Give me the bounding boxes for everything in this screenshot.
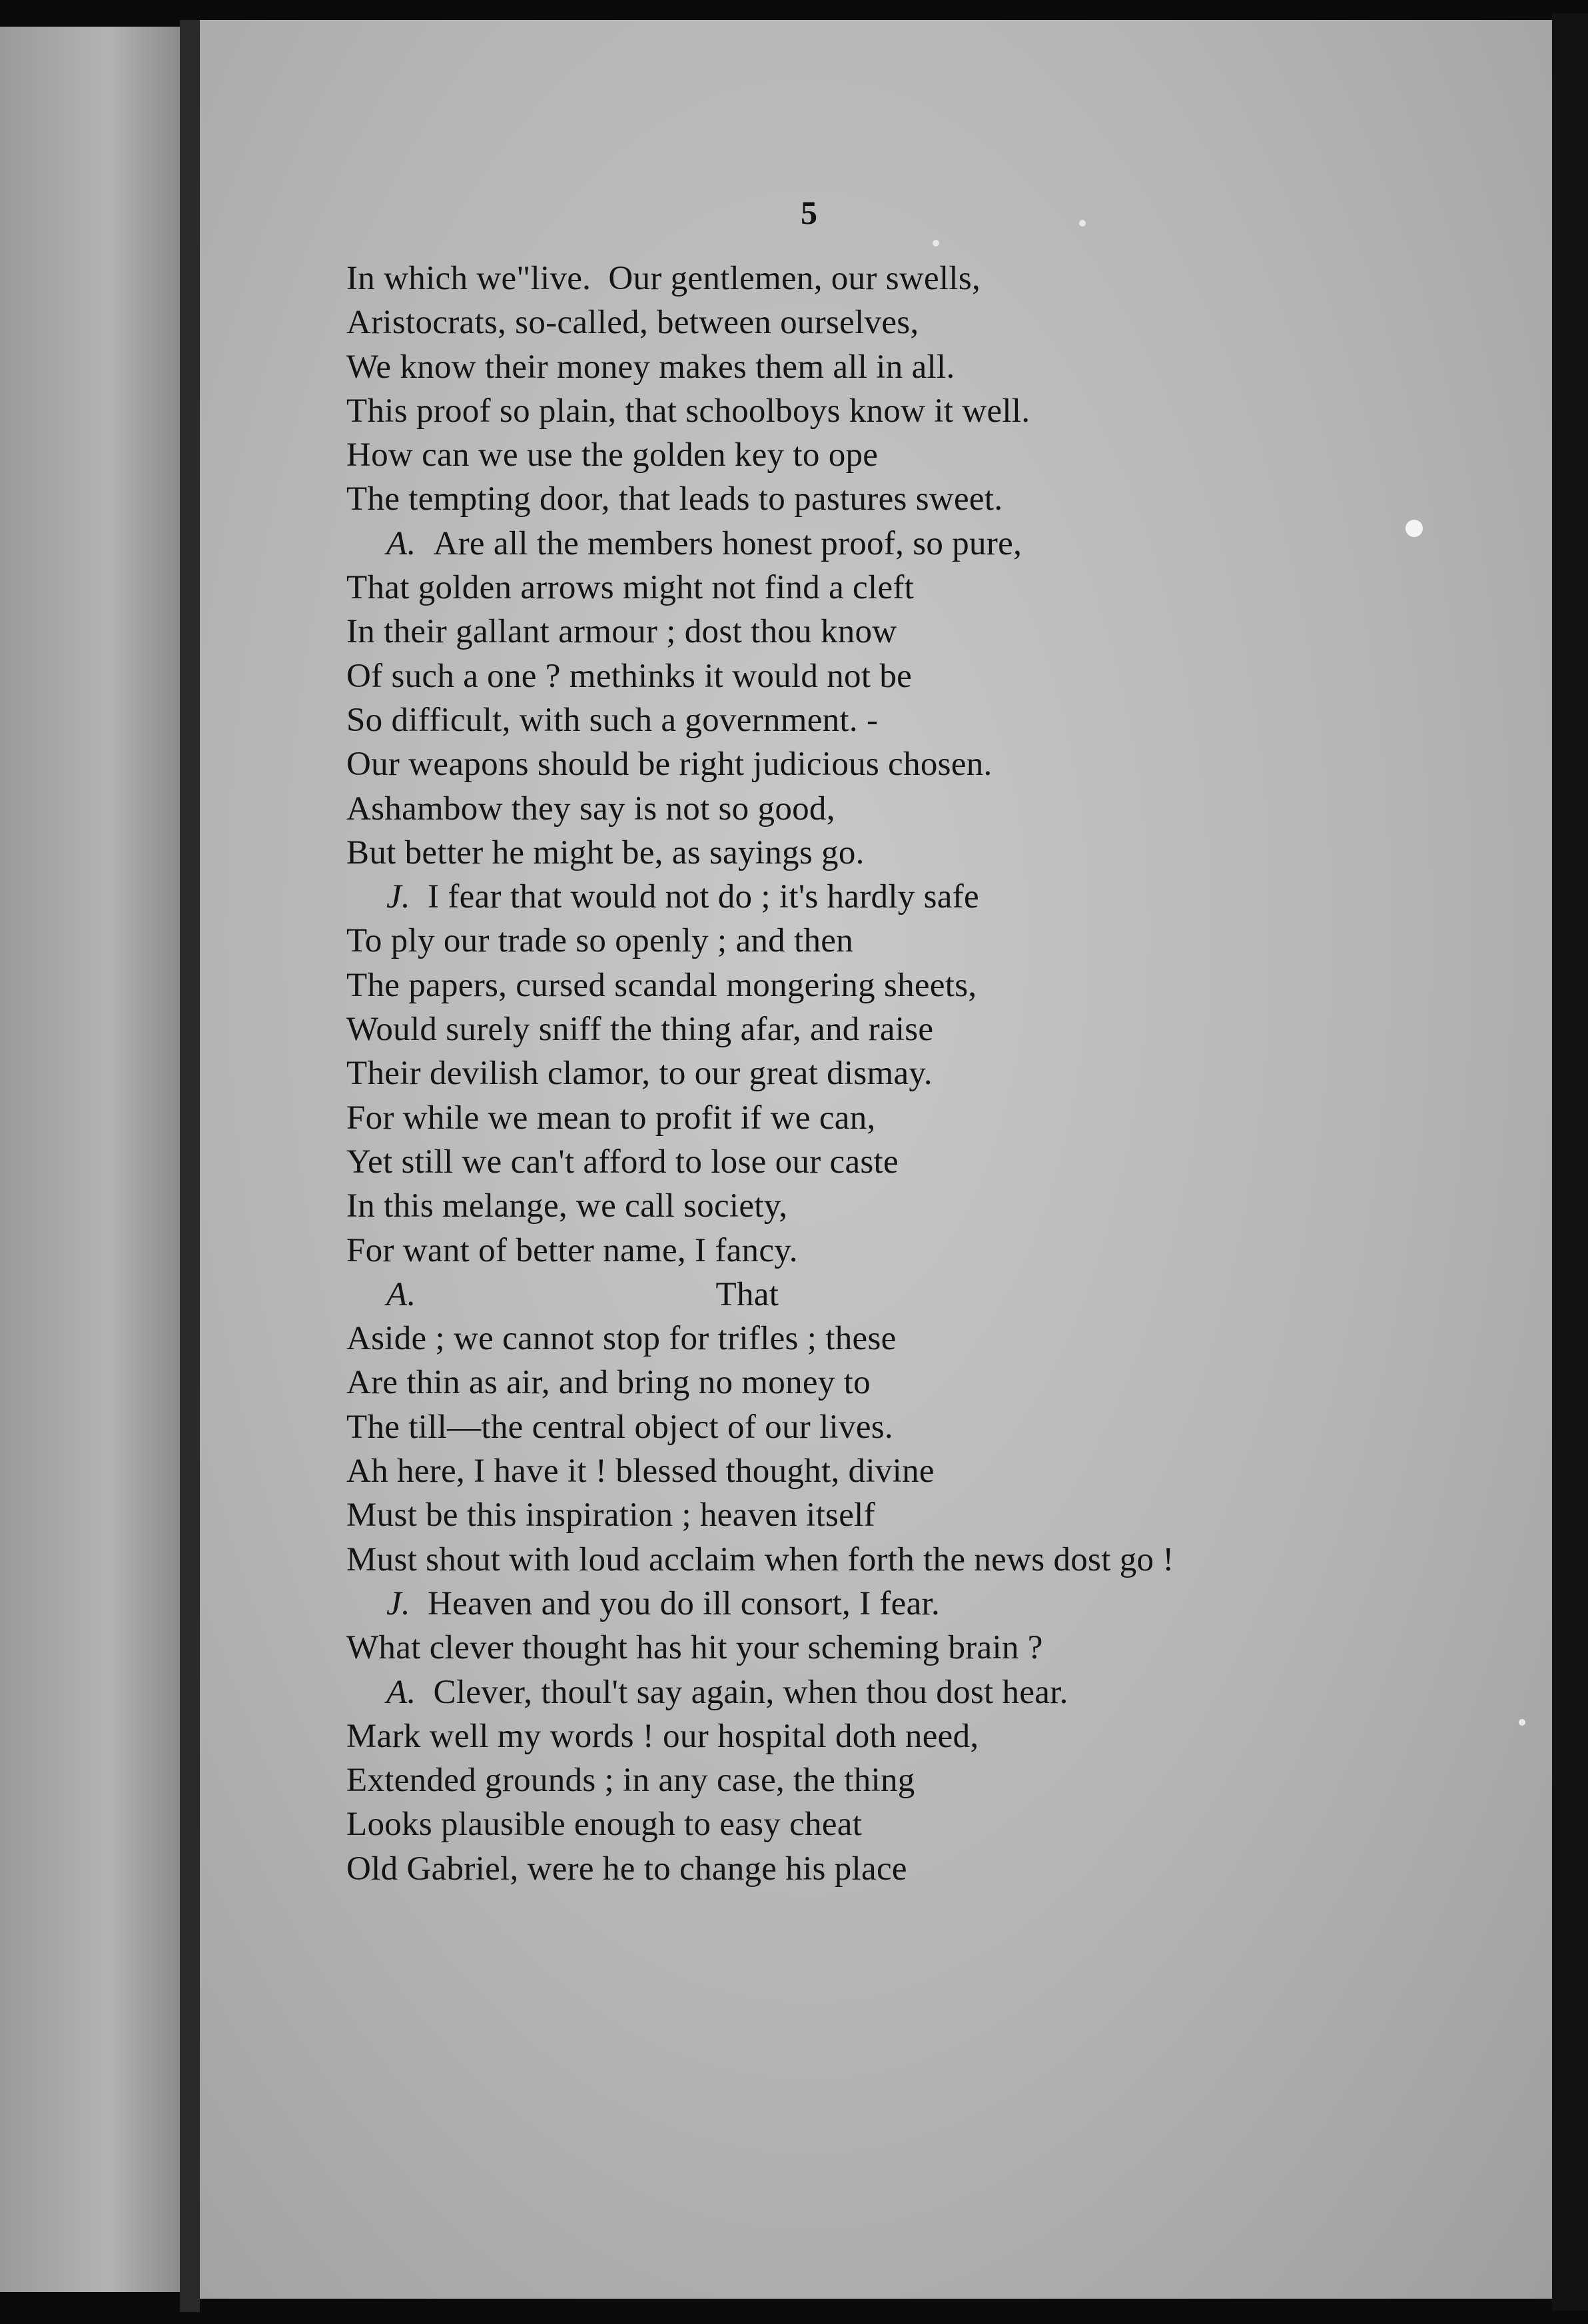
text-line [346, 1405, 1386, 1449]
page-number: 5 [801, 194, 817, 231]
line-text: Of such a one ? methinks it would not be [346, 657, 913, 695]
scan-border [1552, 13, 1588, 2311]
text-line [346, 566, 1386, 610]
text-line [346, 1361, 1386, 1405]
text-line [346, 1758, 1386, 1802]
text-line [346, 257, 1386, 300]
line-text: I fear that would not do ; it's hardly safe [428, 878, 979, 916]
text-line [346, 433, 1386, 477]
line-text: Must be this inspiration ; heaven itself [346, 1496, 875, 1534]
line-text: Yet still we can't afford to lose our caste [346, 1143, 899, 1181]
text-line [346, 1140, 1386, 1184]
line-text: Clever, thoul't say again, when thou dost hear. [433, 1673, 1068, 1711]
line-text: The papers, cursed scandal mongering sheets, [346, 966, 977, 1004]
line-text: In which we"live. Our gentlemen, our swells, [346, 260, 981, 297]
scan-speck [1519, 1719, 1525, 1726]
poem-text [346, 257, 1386, 1891]
line-text: In their gallant armour ; dost thou know [346, 613, 897, 651]
speaker-label: J. [386, 878, 410, 916]
text-line [346, 1670, 1386, 1714]
text-line [346, 963, 1386, 1007]
line-text: Are thin as air, and bring no money to [346, 1364, 871, 1402]
speaker-label: A. [386, 1673, 416, 1711]
line-text: But better he might be, as sayings go. [346, 834, 865, 872]
text-line [346, 300, 1386, 344]
facing-page-edge [0, 27, 180, 2292]
line-text: That [715, 1275, 779, 1313]
line-text: In this melange, we call society, [346, 1187, 788, 1225]
speaker-label: A. [386, 1275, 416, 1313]
text-line [346, 345, 1386, 389]
line-text: Old Gabriel, were he to change his place [346, 1850, 907, 1888]
line-text: The tempting door, that leads to pastures sweet. [346, 480, 1003, 518]
text-line [346, 698, 1386, 742]
text-line [346, 1847, 1386, 1891]
text-line [346, 1493, 1386, 1537]
line-text: Extended grounds ; in any case, the thing [346, 1762, 915, 1800]
text-line [346, 654, 1386, 698]
line-text: Heaven and you do ill consort, I fear. [428, 1584, 941, 1622]
line-text: Would surely sniff the thing afar, and raise [346, 1011, 934, 1049]
line-text: For want of better name, I fancy. [346, 1231, 798, 1269]
text-line [346, 1184, 1386, 1228]
scan-speck [1405, 520, 1423, 537]
text-line [346, 1229, 1386, 1273]
text-line [346, 389, 1386, 433]
line-text: How can we use the golden key to ope [346, 436, 879, 474]
line-text: Looks plausible enough to easy cheat [346, 1806, 863, 1844]
speaker-label: J. [386, 1584, 410, 1622]
text-line [346, 1802, 1386, 1846]
text-line [346, 919, 1386, 963]
line-text: That golden arrows might not find a cleft [346, 569, 915, 607]
line-text: This proof so plain, that schoolboys know it well. [346, 392, 1030, 430]
text-line [346, 1007, 1386, 1051]
line-text: Ashambow they say is not so good, [346, 790, 835, 828]
text-line [346, 477, 1386, 521]
line-text: Their devilish clamor, to our great dismay. [346, 1055, 933, 1093]
line-text: The till—the central object of our lives. [346, 1408, 893, 1446]
line-text: For while we mean to profit if we can, [346, 1099, 876, 1137]
text-line [346, 1051, 1386, 1095]
text-line [346, 1538, 1386, 1582]
text-line [346, 742, 1386, 786]
text-line [346, 1449, 1386, 1493]
line-text: Ah here, I have it ! blessed thought, divine [346, 1452, 935, 1490]
text-line [346, 831, 1386, 875]
line-text: Mark well my words ! our hospital doth need, [346, 1717, 979, 1755]
binding-gutter [180, 20, 200, 2312]
text-line [346, 1626, 1386, 1670]
text-line [346, 1273, 1386, 1317]
line-text: Must shout with loud acclaim when forth the news dost go ! [346, 1540, 1174, 1578]
text-line [346, 1582, 1386, 1626]
text-line [346, 875, 1386, 919]
line-text: What clever thought has hit your scheming brain ? [346, 1629, 1043, 1667]
speaker-label: A. [386, 524, 416, 562]
line-text: Aside ; we cannot stop for trifles ; these [346, 1320, 897, 1358]
text-line [346, 522, 1386, 566]
text-line [346, 1714, 1386, 1758]
scan-speck [1079, 220, 1086, 227]
line-text: Aristocrats, so-called, between ourselves, [346, 304, 919, 342]
text-line [346, 610, 1386, 654]
line-text: To ply our trade so openly ; and then [346, 922, 854, 960]
scan-speck [933, 240, 939, 247]
text-line [346, 1317, 1386, 1361]
line-text: So difficult, with such a government. - [346, 701, 879, 739]
text-line [346, 1096, 1386, 1140]
line-text: Our weapons should be right judicious chosen. [346, 746, 992, 784]
line-text: Are all the members honest proof, so pure, [433, 524, 1022, 562]
line-text: We know their money makes them all in all. [346, 348, 955, 386]
text-line [346, 787, 1386, 831]
